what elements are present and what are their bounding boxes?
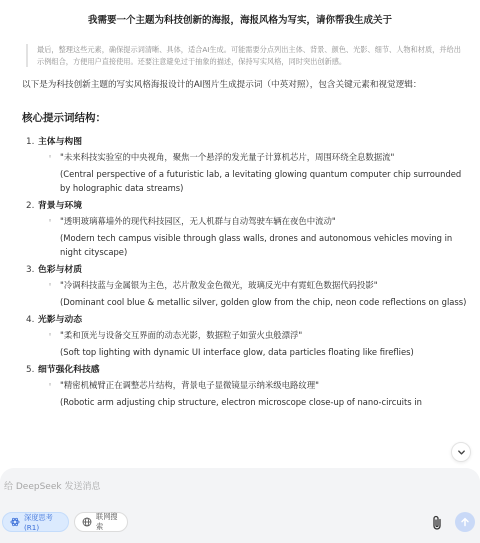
message-input[interactable]	[4, 478, 424, 496]
section-title	[22, 363, 468, 377]
section	[22, 313, 468, 359]
web-search-label: 联网搜索	[96, 512, 118, 531]
prompt-zh: "精密机械臂正在调整芯片结构，背景电子显微镜显示纳米级电路纹理"	[60, 380, 319, 390]
paperclip-icon[interactable]	[430, 515, 444, 531]
bullet-body	[60, 329, 468, 359]
answer-heading: 核心提示词结构：	[22, 112, 106, 124]
bullet-body	[60, 379, 468, 409]
arrow-up-icon	[460, 517, 470, 527]
section-number: 1.	[26, 137, 35, 147]
prompt-zh: "柔和顶光与设备交互界面的动态光影，数据粒子如萤火虫般漂浮"	[60, 330, 303, 340]
section-number: 4.	[26, 315, 35, 325]
bullet-dot: ◦	[48, 331, 53, 339]
section	[22, 135, 468, 195]
section	[22, 363, 468, 409]
section-title-text: 细节强化科技感	[38, 365, 100, 375]
section-number: 5.	[26, 365, 35, 375]
prompt-en: (Robotic arm adjusting chip structure, electron microscope close-up of nano-circuits in	[60, 397, 422, 407]
section-title	[22, 313, 468, 327]
section-title-text: 背景与环境	[38, 201, 82, 211]
deep-think-toggle[interactable]	[2, 512, 69, 532]
prompt-en: (Central perspective of a futuristic lab, a levitating glowing quantum computer chip surrounded by holographic data streams)	[60, 169, 462, 193]
scroll-to-bottom-button[interactable]	[451, 442, 471, 462]
answer-intro: 以下是为科技创新主题的写实风格海报设计的AI图片生成提示词（中英对照），包含关键元素和视觉逻辑：	[22, 80, 422, 90]
section-title	[22, 263, 468, 277]
web-search-toggle[interactable]	[74, 512, 128, 532]
prompt-en: (Dominant cool blue & metallic silver, golden glow from the chip, neon code reflections on glass)	[60, 297, 467, 307]
deep-think-icon	[10, 517, 20, 527]
section-bullet	[48, 279, 468, 309]
thinking-text: 最后，整理这些元素，确保提示词清晰、具体，适合AI生成。可能需要分点列出主体、背景、颜色、光影、细节、人物和材质，并给出示例组合，方便用户直接使用。还要注意避免过于抽象的描述，保持写实风格，同时突出创新感。	[26, 44, 466, 67]
prompt-en: (Modern tech campus visible through glass walls, drones and autonomous vehicles moving in night cityscape)	[60, 233, 453, 257]
section-bullet	[48, 151, 468, 195]
globe-icon	[82, 517, 92, 527]
user-message: 我需要一个主题为科技创新的海报，海报风格为写实，请你帮我生成关于	[87, 15, 392, 26]
bullet-dot: ◦	[48, 217, 53, 225]
bullet-body	[60, 151, 468, 195]
bullet-body	[60, 279, 468, 309]
section-title-text: 光影与动态	[38, 315, 82, 325]
prompt-sections	[22, 135, 468, 409]
prompt-zh: "未来科技实验室的中央视角，聚焦一个悬浮的发光量子计算机芯片，周围环绕全息数据流"	[60, 152, 395, 162]
bullet-dot: ◦	[48, 153, 53, 161]
section	[22, 263, 468, 309]
section	[22, 199, 468, 259]
composer	[0, 468, 480, 543]
section-bullet	[48, 329, 468, 359]
bullet-dot: ◦	[48, 381, 53, 389]
deep-think-label: 深度思考 (R1)	[24, 512, 53, 532]
bullet-body	[60, 215, 468, 259]
section-bullet	[48, 379, 468, 409]
section-title	[22, 135, 468, 149]
section-title	[22, 199, 468, 213]
section-title-text: 色彩与材质	[38, 265, 82, 275]
prompt-zh: "冷调科技蓝与金属银为主色，芯片散发金色微光，玻璃反光中有霓虹色数据代码投影"	[60, 280, 378, 290]
chevron-down-icon	[457, 448, 466, 457]
prompt-zh: "透明玻璃幕墙外的现代科技园区，无人机群与自动驾驶车辆在夜色中流动"	[60, 216, 336, 226]
section-bullet	[48, 215, 468, 259]
send-button[interactable]	[455, 512, 475, 532]
bullet-dot: ◦	[48, 281, 53, 289]
section-number: 3.	[26, 265, 35, 275]
prompt-en: (Soft top lighting with dynamic UI interface glow, data particles floating like fireflies)	[60, 347, 414, 357]
section-title-text: 主体与构图	[38, 137, 82, 147]
section-number: 2.	[26, 201, 35, 211]
